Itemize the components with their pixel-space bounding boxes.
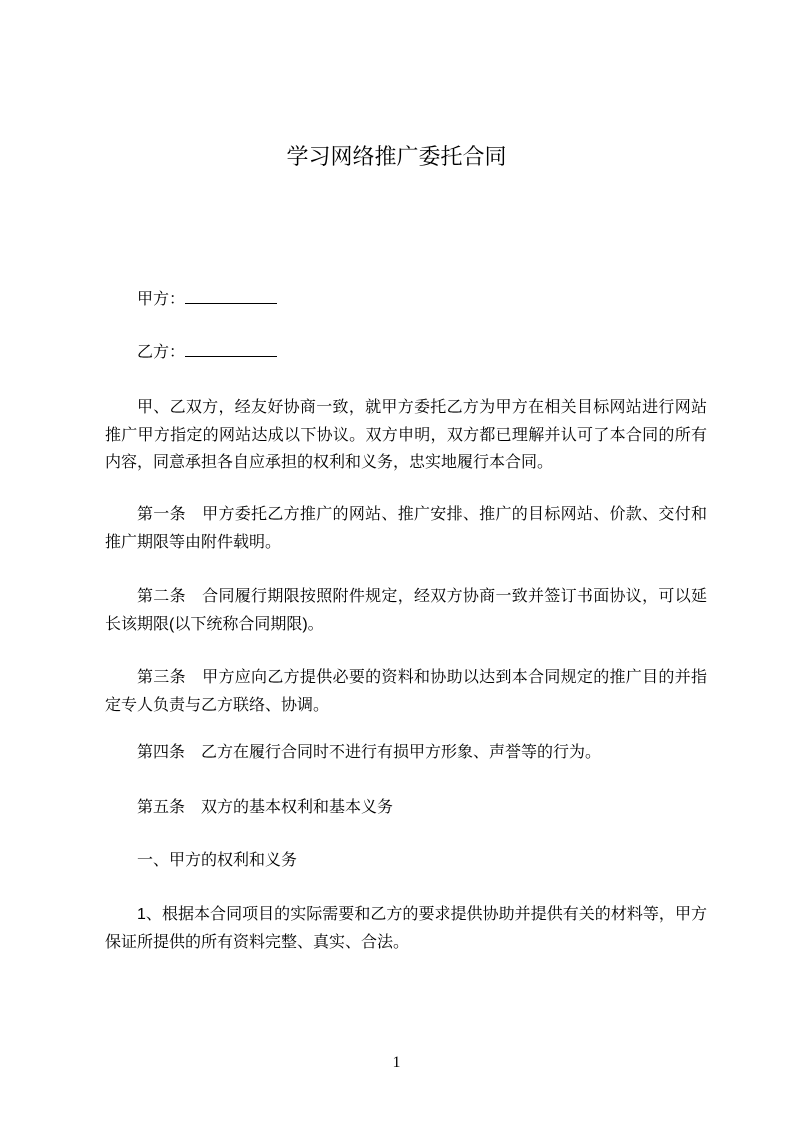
article-1: 第一条 甲方委托乙方推广的网站、推广安排、推广的目标网站、价款、交付和推广期限等由附件载明。 bbox=[105, 506, 707, 551]
party-b-line bbox=[105, 339, 707, 367]
article-3: 第三条 甲方应向乙方提供必要的资料和协助以达到本合同规定的推广目的并指定专人负责与乙方联络、协调。 bbox=[105, 669, 707, 714]
party-a-line bbox=[105, 286, 707, 314]
preamble-paragraph: 甲、乙双方，经友好协商一致，就甲方委托乙方为甲方在相关目标网站进行网站推广甲方指定的网站达成以下协议。双方申明，双方都已理解并认可了本合同的所有内容，同意承担各自应承担的权利和义务，忠实地履行本合同。 bbox=[105, 399, 707, 471]
party-a-blank bbox=[185, 289, 277, 304]
party-b-blank bbox=[185, 342, 277, 357]
article-5: 第五条 双方的基本权利和基本义务 bbox=[137, 799, 394, 816]
page-number: 1 bbox=[392, 1054, 401, 1071]
party-a-label: 甲方： bbox=[137, 291, 186, 308]
clause-1: 1、根据本合同项目的实际需要和乙方的要求提供协助并提供有关的材料等，甲方保证所提供的所有资料完整、真实、合法。 bbox=[105, 906, 707, 951]
section-party-a-rights: 一、甲方的权利和义务 bbox=[137, 852, 298, 869]
article-2: 第二条 合同履行期限按照附件规定，经双方协商一致并签订书面协议，可以延长该期限(以下统称合同期限)。 bbox=[105, 588, 707, 633]
party-b-label: 乙方： bbox=[137, 344, 186, 361]
article-4: 第四条 乙方在履行合同时不进行有损甲方形象、声誉等的行为。 bbox=[137, 744, 602, 761]
document-title: 学习网络推广委托合同 bbox=[286, 144, 507, 169]
